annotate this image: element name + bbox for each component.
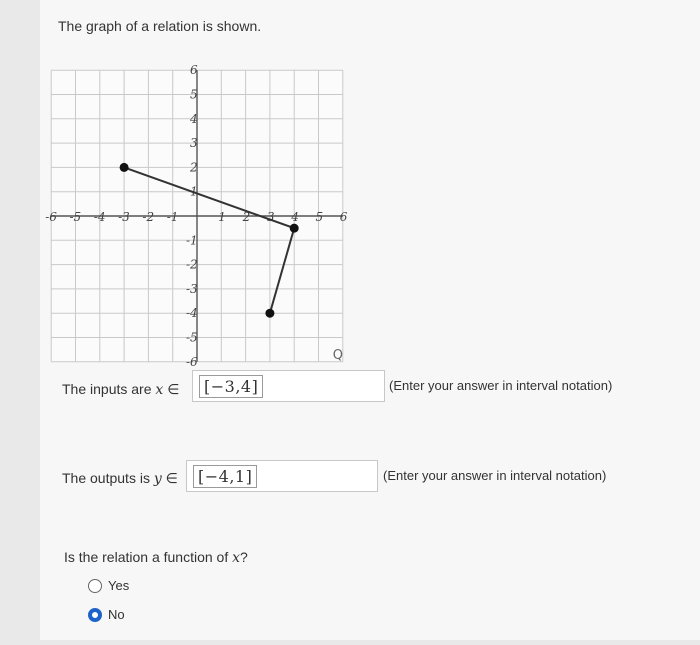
inputs-label <box>62 381 179 398</box>
function-question-var: x <box>232 550 241 566</box>
y-tick-label: -1 <box>186 233 198 248</box>
relation-graph <box>45 46 372 369</box>
inputs-label-symbol: ∈ <box>167 381 180 397</box>
x-tick-label: 1 <box>218 210 226 224</box>
inputs-answer-value: [−3,4] <box>199 375 263 398</box>
x-tick-label: -4 <box>93 210 106 224</box>
y-tick-label: -4 <box>186 306 198 321</box>
y-tick-label: 5 <box>190 87 198 102</box>
endpoint-dot <box>290 224 299 233</box>
y-tick-label: -2 <box>186 257 198 272</box>
radio-yes[interactable] <box>88 579 102 593</box>
radio-no[interactable] <box>88 608 102 622</box>
outputs-label-symbol: ∈ <box>165 470 178 486</box>
x-tick-label: 6 <box>339 210 348 224</box>
inputs-label-var: x <box>155 382 164 398</box>
outputs-label <box>62 470 178 487</box>
y-tick-label: 3 <box>190 136 198 151</box>
option-no[interactable] <box>88 607 125 622</box>
outputs-label-var: y <box>153 471 162 487</box>
y-tick-label: 4 <box>190 111 198 126</box>
endpoint-dot <box>265 309 274 318</box>
function-question-suffix: ? <box>240 549 248 565</box>
function-question <box>64 549 248 566</box>
inputs-hint: (Enter your answer in interval notation) <box>389 378 613 393</box>
x-tick-label: -6 <box>45 210 57 224</box>
option-yes-label: Yes <box>108 578 130 593</box>
x-tick-label: -3 <box>118 210 130 224</box>
x-tick-label: -2 <box>142 210 155 224</box>
inputs-label-prefix: The inputs are <box>62 381 152 397</box>
outputs-answer-value: [−4,1] <box>193 465 257 488</box>
inputs-answer-field[interactable] <box>192 370 385 402</box>
x-tick-label: 5 <box>315 210 324 224</box>
x-tick-label: 2 <box>242 210 251 224</box>
magnify-icon: Q <box>332 347 344 363</box>
outputs-label-prefix: The outputs is <box>62 470 150 486</box>
problem-statement: The graph of a relation is shown. <box>58 18 262 34</box>
y-tick-label: -3 <box>186 281 198 296</box>
y-tick-label: 2 <box>190 160 198 175</box>
x-tick-label: -1 <box>166 210 179 224</box>
function-question-prefix: Is the relation a function of <box>64 549 229 565</box>
y-tick-label: -6 <box>186 354 198 369</box>
option-yes[interactable] <box>88 578 129 593</box>
y-tick-label: 6 <box>190 63 198 78</box>
x-tick-label: -5 <box>69 210 82 224</box>
outputs-answer-field[interactable] <box>186 460 378 492</box>
y-tick-label: 1 <box>190 184 198 199</box>
x-tick-label: 3 <box>266 210 275 224</box>
outputs-hint: (Enter your answer in interval notation) <box>383 468 607 483</box>
y-tick-label: -5 <box>186 330 198 345</box>
option-no-label: No <box>108 607 125 622</box>
x-tick-label: 4 <box>291 210 299 224</box>
endpoint-dot <box>120 163 129 172</box>
